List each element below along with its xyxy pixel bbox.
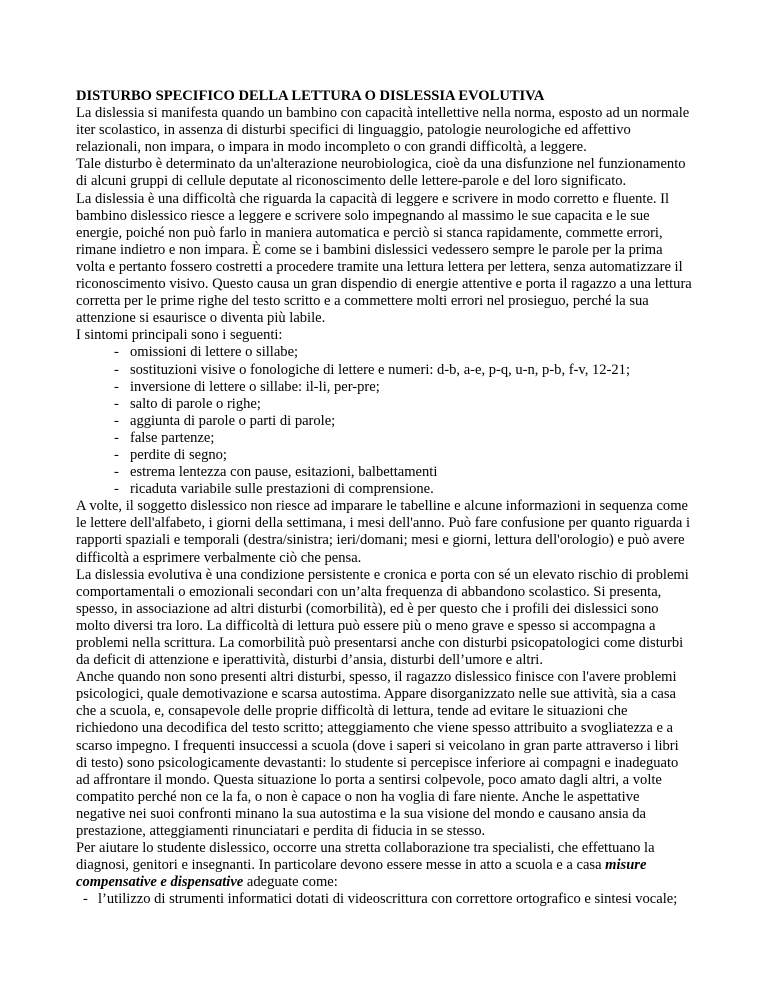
list-item xyxy=(76,430,692,447)
list-item xyxy=(76,362,692,379)
list-dash: - xyxy=(114,361,119,378)
measures-intro-end: adeguate come: xyxy=(243,874,338,891)
list-item-text: inversione di lettere o sillabe: il-li, per-pre; xyxy=(130,378,380,395)
list-dash: - xyxy=(114,481,119,498)
list-item-text: perdite di segno; xyxy=(130,446,227,463)
list-dash: - xyxy=(114,464,119,481)
list-item xyxy=(76,891,692,908)
list-item-text: aggiunta di parole o parti di parole; xyxy=(130,412,336,429)
paragraph-symptoms-intro: I sintomi principali sono i seguenti: xyxy=(76,327,283,344)
document-title: DISTURBO SPECIFICO DELLA LETTURA O DISLESSIA EVOLUTIVA xyxy=(76,88,545,104)
paragraph-sequences: A volte, il soggetto dislessico non riesce ad imparare le tabelline e alcune informazioni in sequenza come le lettere dell'alfabeto, i giorni della settimana, i mesi dell'anno. Può fare confusione per quanto riguarda i rapporti spaziali e temporali (destra/sinistra; ieri/domani; mesi e giorni, lettura dell'orologio) e può avere difficoltà a esprimere verbalmente ciò che pensa. xyxy=(76,498,690,566)
list-dash: - xyxy=(114,446,119,463)
list-dash: - xyxy=(114,378,119,395)
paragraph-definition: La dislessia si manifesta quando un bambino con capacità intellettive nella norma, esposto ad un normale iter scolastico, in assenza di disturbi specifici di linguaggio, patologie neurologiche ed affettivo relazionali, non impara, o impara in modo incompleto o con grandi difficoltà, a leggere. xyxy=(76,105,690,156)
list-item-text: estrema lentezza con pause, esitazioni, balbettamenti xyxy=(130,464,438,481)
measures-list xyxy=(76,891,692,908)
list-item xyxy=(76,481,692,498)
paragraph-comorbidity: La dislessia evolutiva è una condizione persistente e cronica e porta con sé un elevato rischio di problemi comportamentali o emozionali secondari con un’alta frequenza di abbandono scolastico. Si presenta, spesso, in associazione ad altri disturbi (comorbilità), ed è per questo che i profili dei dislessici sono molto diversi tra loro. La difficoltà di lettura può essere più o meno grave e spesso si accompagna a problemi nella scrittura. La comorbilità può presentarsi anche con disturbi psicopatologici come disturbi da deficit di attenzione e iperattività, disturbi d’ansia, disturbi dell’umore e altri. xyxy=(76,566,689,669)
list-dash: - xyxy=(114,395,119,412)
list-item-text: ricaduta variabile sulle prestazioni di comprensione. xyxy=(130,481,434,498)
list-item xyxy=(76,464,692,481)
measures-emphasis: misure compensative e dispensative xyxy=(76,857,647,891)
list-dash: - xyxy=(114,412,119,429)
list-item xyxy=(76,379,692,396)
list-item-text: omissioni di lettere o sillabe; xyxy=(130,344,299,361)
symptoms-list xyxy=(76,344,692,498)
paragraph-cause: Tale disturbo è determinato da un'alterazione neurobiologica, cioè da una disfunzione nel funzionamento di alcuni gruppi di cellule deputate al riconoscimento delle lettere-parole e del loro significato. xyxy=(76,156,686,190)
list-item xyxy=(76,447,692,464)
paragraph-description: La dislessia è una difficoltà che riguarda la capacità di leggere e scrivere in modo corretto e fluente. Il bambino dislessico riesce a leggere e scrivere solo impegnando al massimo le sue capacita e le sue energie, poiché non può farlo in maniera automatica e perciò si stanca rapidamente, commette errori, rimane indietro e non impara. È come se i bambini dislessici vedessero sempre le parole per la prima volta e pertanto fossero costretti a procedere tramite una lettura lettera per lettera, senza automatizzare il riconoscimento visivo. Questo causa un gran dispendio di energie attentive e porta il ragazzo a una lettura corretta per le prime righe del testo scritto e a commettere molti errori nel prosieguo, perché la sua attenzione si esaurisce o diventa più labile. xyxy=(76,190,692,327)
document-page xyxy=(76,88,692,909)
list-item xyxy=(76,344,692,361)
paragraph-measures-intro xyxy=(76,840,692,891)
paragraph-psychology: Anche quando non sono presenti altri disturbi, spesso, il ragazzo dislessico finisce con l'avere problemi psicologici, quale demotivazione e scarsa autostima. Appare disorganizzato nelle sue attività, sia a casa che a scuola, e, consapevole delle proprie difficoltà di lettura, tende ad evitare le situazioni che richiedono una decodifica del testo scritto; atteggiamento che viene spesso attribuito a svogliatezza e a scarso impegno. I frequenti insuccessi a scuola (dove i saperi si veicolano in gran parte attraverso i libri di testo) sono psicologicamente devastanti: lo studente si percepisce inferiore ai compagni e inadeguato ad affrontare il mondo. Questa situazione lo porta a sentirsi colpevole, poco amato dagli altri, a volte compatito perché non ce la fa, o non è capace o non ha voglia di fare niente. Anche le aspettative negative nei suoi confronti minano la sua autostima e la sua visione del mondo e causano ansia da prestazione, atteggiamenti rinunciatari e perdita di fiducia in se stesso. xyxy=(76,669,679,840)
list-dash: - xyxy=(83,891,88,908)
list-dash: - xyxy=(114,429,119,446)
list-dash: - xyxy=(114,344,119,361)
list-item-text: salto di parole o righe; xyxy=(130,395,261,412)
list-item xyxy=(76,413,692,430)
list-item xyxy=(76,396,692,413)
list-item-text: sostituzioni visive o fonologiche di lettere e numeri: d-b, a-e, p-q, u-n, p-b, f-v, 12-21; xyxy=(130,361,630,378)
list-item-text: false partenze; xyxy=(130,429,215,446)
list-item-text: l’utilizzo di strumenti informatici dotati di videoscrittura con correttore ortografico e sintesi vocale; xyxy=(98,891,678,908)
measures-intro-start: Per aiutare lo studente dislessico, occorre una stretta collaborazione tra specialisti, che effettuano la diagnosi, genitori e insegnanti. In particolare devono essere messe in atto a scuola e a casa xyxy=(76,840,655,874)
